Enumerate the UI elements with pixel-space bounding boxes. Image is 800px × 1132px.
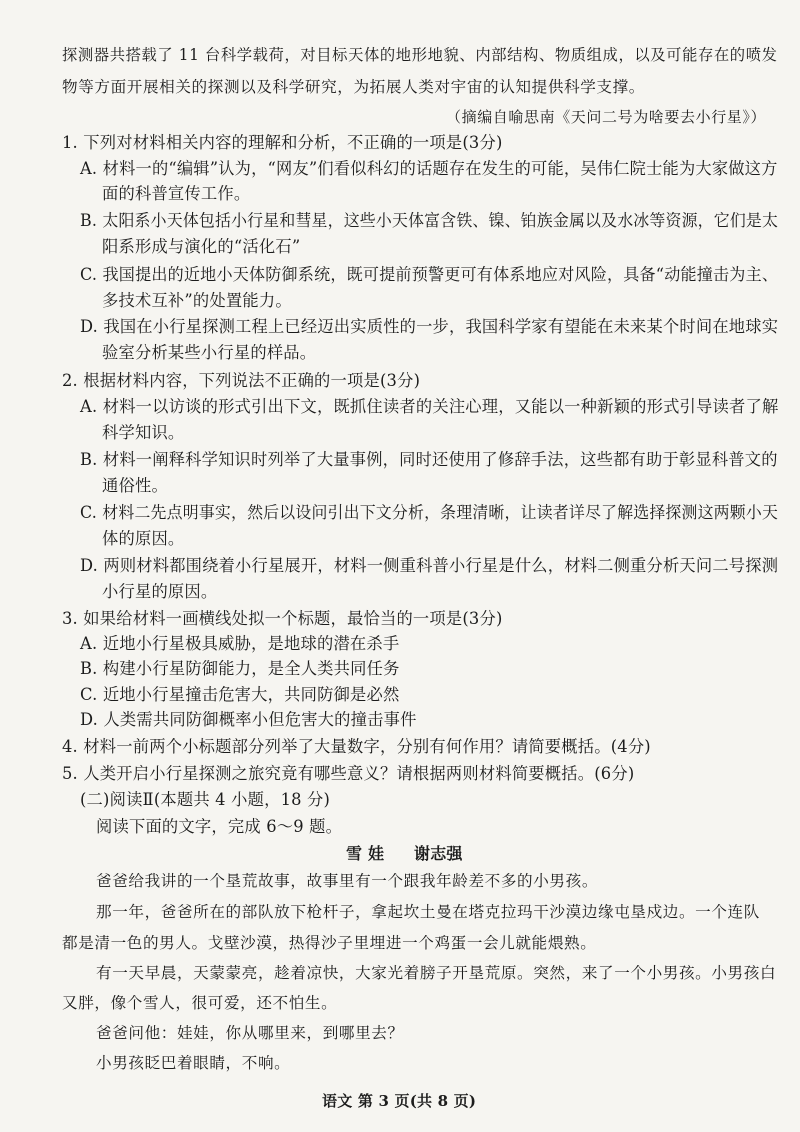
q1-option-d: D. 我国在小行星探测工程上已经迈出实质性的一步，我国科学家有望能在未来某个时间在地球实 (80, 317, 779, 336)
story-paragraph: 爸爸给我讲的一个垦荒故事，故事里有一个跟我年龄差不多的小男孩。 (96, 872, 599, 890)
q3-option-d: D. 人类需共同防御概率小但危害大的撞击事件 (80, 710, 417, 729)
section-2-heading: (二)阅读Ⅱ(本题共 4 小题，18 分) (80, 790, 331, 809)
story-paragraph: 有一天早晨，天蒙蒙亮，趁着凉快，大家光着膀子开垦荒原。突然，来了一个小男孩。小男孩白 (96, 964, 777, 982)
q1-option-c: C. 我国提出的近地小天体防御系统，既可提前预警更可有体系地应对风险，具备“动能撞击为主、 (80, 265, 779, 284)
q2-option-c-cont: 体的原因。 (102, 529, 185, 548)
q1-option-d-cont: 验室分析某些小行星的样品。 (102, 343, 317, 362)
story-author: 谢志强 (414, 844, 463, 863)
story-paragraph: 小男孩眨巴着眼睛，不响。 (96, 1054, 291, 1072)
q3-option-a: A. 近地小行星极具威胁，是地球的潜在杀手 (80, 634, 400, 653)
question-2-stem: 2. 根据材料内容，下列说法不正确的一项是(3分) (62, 371, 421, 390)
passage-line: 探测器共搭载了 11 台科学载荷，对目标天体的地形地貌、内部结构、物质组成，以及可能存在的喷发 (62, 46, 778, 64)
question-4: 4. 材料一前两个小标题部分列举了大量数字，分别有何作用？请简要概括。(4分) (62, 737, 651, 756)
story-title: 雪 娃 (346, 844, 385, 863)
q1-option-b: B. 太阳系小天体包括小行星和彗星，这些小天体富含铁、镍、铂族金属以及水冰等资源，它们是太 (80, 211, 779, 230)
q2-option-a: A. 材料一以访谈的形式引出下文，既抓住读者的关注心理，又能以一种新颖的形式引导读者了解 (80, 397, 779, 416)
question-3-stem: 3. 如果给材料一画横线处拟一个标题，最恰当的一项是(3分) (62, 609, 503, 628)
q2-option-c: C. 材料二先点明事实，然后以设问引出下文分析，条理清晰，让读者详尽了解选择探测这两颗小天 (80, 503, 779, 522)
story-paragraph: 爸爸问他：娃娃，你从哪里来，到哪里去？ (96, 1024, 404, 1042)
passage-line: 物等方面开展相关的探测以及科学研究，为拓展人类对宇宙的认知提供科学支撑。 (62, 78, 645, 96)
q2-option-b-cont: 通俗性。 (102, 476, 168, 495)
q2-option-d-cont: 小行星的原因。 (102, 582, 218, 601)
q1-option-c-cont: 多技术互补”的处置能力。 (102, 291, 292, 310)
q2-option-d: D. 两则材料都围绕着小行星展开，材料一侧重科普小行星是什么，材料二侧重分析天问二号探测 (80, 556, 779, 575)
q1-option-b-cont: 阳系形成与演化的“活化石” (102, 237, 301, 256)
page-footer: 语文 第 3 页(共 8 页) (322, 1092, 477, 1110)
q1-option-a-cont: 面的科普宣传工作。 (102, 184, 251, 203)
q1-option-a: A. 材料一的“编辑”认为，“网友”们看似科幻的话题存在发生的可能，吴伟仁院士能为大家做这方 (80, 159, 778, 178)
question-1-stem: 1. 下列对材料相关内容的理解和分析，不正确的一项是(3分) (62, 133, 503, 152)
section-2-instruction: 阅读下面的文字，完成 6～9 题。 (96, 817, 343, 836)
story-paragraph: 那一年，爸爸所在的部队放下枪杆子，拿起坎土曼在塔克拉玛干沙漠边缘屯垦戍边。一个连队 (96, 903, 760, 921)
q3-option-b: B. 构建小行星防御能力，是全人类共同任务 (80, 659, 400, 678)
story-paragraph-cont: 又胖，像个雪人，很可爱，还不怕生。 (62, 994, 338, 1012)
q3-option-c: C. 近地小行星撞击危害大，共同防御是必然 (80, 685, 400, 704)
question-5: 5. 人类开启小行星探测之旅究竟有哪些意义？请根据两则材料简要概括。(6分) (62, 764, 635, 783)
passage-source: （摘编自喻思南《天问二号为啥要去小行星》） (446, 108, 767, 126)
q2-option-b: B. 材料一阐释科学知识时列举了大量事例，同时还使用了修辞手法，这些都有助于彰显科普文的 (80, 450, 778, 469)
story-paragraph-cont: 都是清一色的男人。戈壁沙漠，热得沙子里埋进一个鸡蛋一会儿就能煨熟。 (62, 934, 597, 952)
q2-option-a-cont: 科学知识。 (102, 423, 185, 442)
